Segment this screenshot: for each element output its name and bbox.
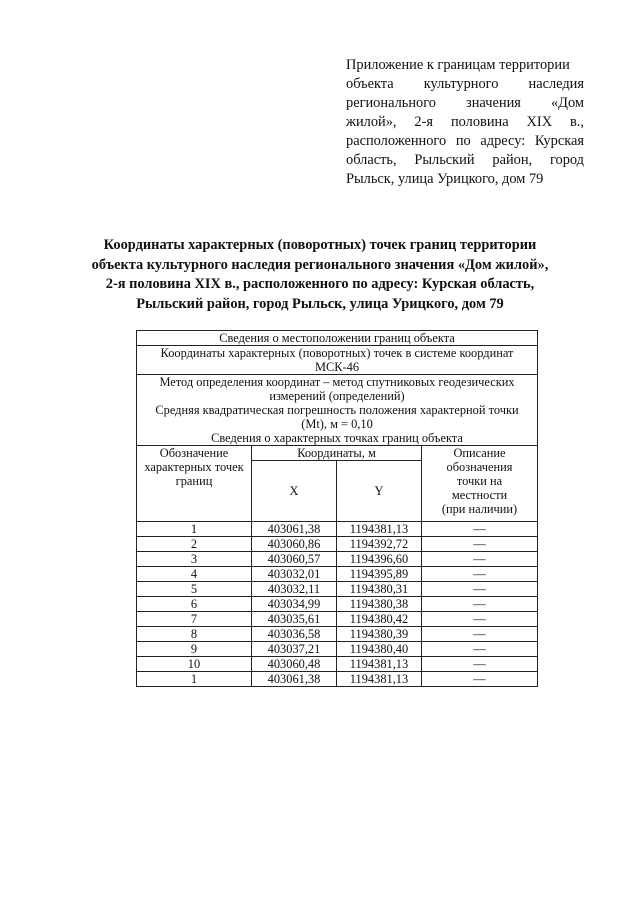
points-info: Сведения о характерных точках границ объекта [211, 431, 463, 445]
point-x: 403060,48 [252, 657, 337, 672]
point-number: 3 [137, 552, 252, 567]
point-x: 403032,01 [252, 567, 337, 582]
point-y: 1194380,38 [337, 597, 422, 612]
table-row [137, 657, 538, 672]
table-row [137, 627, 538, 642]
point-x: 403061,38 [252, 522, 337, 537]
point-x: 403061,38 [252, 672, 337, 687]
title-line: 2-я половина XIX в., расположенного по адресу: Курская область, [105, 276, 535, 292]
point-x: 403034,99 [252, 597, 337, 612]
annex-note [346, 56, 584, 189]
point-y: 1194396,60 [337, 552, 422, 567]
point-description: — [422, 537, 538, 552]
point-x: 403035,61 [252, 612, 337, 627]
annex-line: Рыльск, улица Урицкого, дом 79 [346, 171, 544, 187]
point-x: 403060,57 [252, 552, 337, 567]
coordinates-table [136, 330, 538, 687]
point-description: — [422, 522, 538, 537]
title-line: объекта культурного наследия регионального значения «Дом жилой», [91, 256, 549, 273]
point-y: 1194381,13 [337, 522, 422, 537]
annex-line: Приложение к границам территории [346, 57, 570, 73]
table-row [137, 642, 538, 657]
point-y: 1194395,89 [337, 567, 422, 582]
title-line: Рыльский район, город Рыльск, улица Урицкого, дом 79 [136, 295, 504, 312]
point-y: 1194380,42 [337, 612, 422, 627]
table-row [137, 522, 538, 537]
point-number: 8 [137, 627, 252, 642]
point-x: 403037,21 [252, 642, 337, 657]
annex-line: область, Рыльский район, город [346, 152, 584, 168]
point-description: — [422, 672, 538, 687]
point-y: 1194380,40 [337, 642, 422, 657]
point-number: 5 [137, 582, 252, 597]
point-y: 1194380,39 [337, 627, 422, 642]
point-description: — [422, 552, 538, 567]
table-row [137, 582, 538, 597]
point-description: — [422, 612, 538, 627]
point-y: 1194392,72 [337, 537, 422, 552]
col-description-header: Описание обозначения точки на местности (при наличии) [422, 446, 538, 522]
point-y: 1194380,31 [337, 582, 422, 597]
annex-line: расположенного по адресу: Курская [346, 133, 584, 149]
point-number: 6 [137, 597, 252, 612]
point-number: 4 [137, 567, 252, 582]
annex-line: объекта культурного наследия [346, 76, 584, 92]
annex-line: регионального значения «Дом [346, 95, 584, 111]
point-x: 403032,11 [252, 582, 337, 597]
point-description: — [422, 597, 538, 612]
point-number: 10 [137, 657, 252, 672]
annex-line: жилой», 2-я половина XIX в., [346, 114, 584, 130]
col-y-header: Y [337, 461, 422, 522]
point-number: 9 [137, 642, 252, 657]
table-row [137, 672, 538, 687]
point-description: — [422, 642, 538, 657]
table-row [137, 537, 538, 552]
point-y: 1194381,13 [337, 657, 422, 672]
point-x: 403060,86 [252, 537, 337, 552]
table-row [137, 597, 538, 612]
point-description: — [422, 657, 538, 672]
document-title [60, 236, 580, 314]
col-designation-header: Обозначение характерных точек границ [137, 446, 252, 522]
coordinate-system-header: Координаты характерных (поворотных) точек в системе координат МСК-46 [137, 346, 538, 375]
table-row [137, 612, 538, 627]
point-number: 1 [137, 522, 252, 537]
col-x-header: X [252, 461, 337, 522]
point-description: — [422, 582, 538, 597]
point-description: — [422, 567, 538, 582]
point-number: 2 [137, 537, 252, 552]
point-number: 1 [137, 672, 252, 687]
table-row [137, 567, 538, 582]
point-description: — [422, 627, 538, 642]
point-x: 403036,58 [252, 627, 337, 642]
table-row [137, 552, 538, 567]
method-info: Метод определения координат – метод спутниковых геодезических измерений (определений) Средняя квадратическая погрешность положения характерной точки (Mt), м = 0,10 Сведения о характерных точках границ объекта [137, 375, 538, 446]
location-header: Сведения о местоположении границ объекта [137, 331, 538, 346]
point-number: 7 [137, 612, 252, 627]
title-line: Координаты характерных (поворотных) точек границ территории [103, 237, 537, 253]
col-coords-header: Координаты, м [252, 446, 422, 461]
point-y: 1194381,13 [337, 672, 422, 687]
